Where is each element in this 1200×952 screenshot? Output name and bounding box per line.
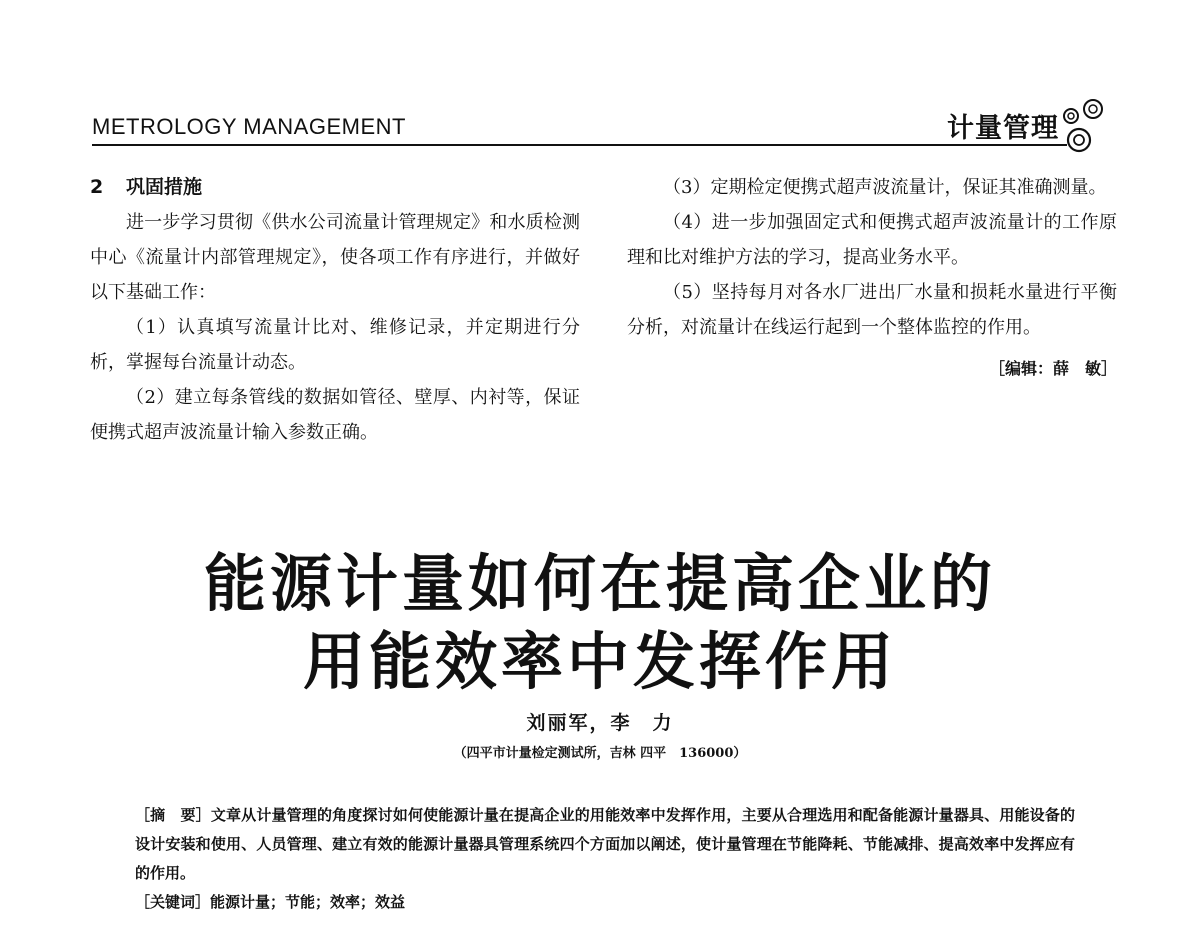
abstract-block	[135, 801, 1075, 917]
affiliation: （四平市计量检定测试所，吉林 四平 136000）	[453, 746, 747, 761]
article-title-line-2: 用能效率中发挥作用	[302, 625, 897, 698]
section-title: 巩固措施	[126, 176, 203, 198]
decorative-circles-icon	[1061, 96, 1105, 154]
paragraph: （5）坚持每月对各水厂进出厂水量和损耗水量进行平衡分析，对流量计在线运行起到一个整体监控的作用。	[627, 282, 1117, 338]
paragraph: （2）建立每条管线的数据如管径、壁厚、内衬等，保证便携式超声波流量计输入参数正确。	[90, 387, 580, 443]
header-rule	[92, 144, 1067, 146]
abstract-text: 文章从计量管理的角度探讨如何使能源计量在提高企业的用能效率中发挥作用，主要从合理选用和配备能源计量器具、用能设备的设计安装和使用、人员管理、建立有效的能源计量器具管理系统四个方面加以阐述，使计量管理在节能降耗、节能减排、提高效率中发挥应有的作用。	[135, 806, 1075, 882]
page-header	[92, 92, 1105, 150]
keywords-text: 能源计量；节能；效率；效益	[210, 893, 406, 911]
article-title-line-1: 能源计量如何在提高企业的	[203, 547, 996, 620]
article-title	[0, 545, 1200, 701]
paragraph: （3）定期检定便携式超声波流量计，保证其准确测量。	[663, 177, 1107, 198]
left-column	[90, 170, 580, 450]
keywords-label: ［关键词］	[135, 893, 211, 911]
editor-credit: ［编辑：薛 敏］	[988, 359, 1117, 378]
paragraph: 进一步学习贯彻《供水公司流量计管理规定》和水质检测中心《流量计内部管理规定》，使各项工作有序进行，并做好以下基础工作：	[90, 212, 580, 303]
right-column	[627, 170, 1117, 386]
journal-name-english: METROLOGY MANAGEMENT	[92, 114, 406, 139]
keywords	[135, 888, 1075, 917]
paragraph: （4）进一步加强固定式和便携式超声波流量计的工作原理和比对维护方法的学习，提高业务水平。	[627, 212, 1117, 268]
abstract-label: ［摘 要］	[135, 806, 211, 824]
journal-name-chinese: 计量管理	[947, 113, 1059, 144]
paragraph: （1）认真填写流量计比对、维修记录，并定期进行分析，掌握每台流量计动态。	[90, 317, 580, 373]
section-heading	[90, 170, 580, 205]
section-number: 2	[90, 176, 104, 198]
abstract	[135, 801, 1075, 888]
authors: 刘丽军，李 力	[526, 712, 674, 734]
